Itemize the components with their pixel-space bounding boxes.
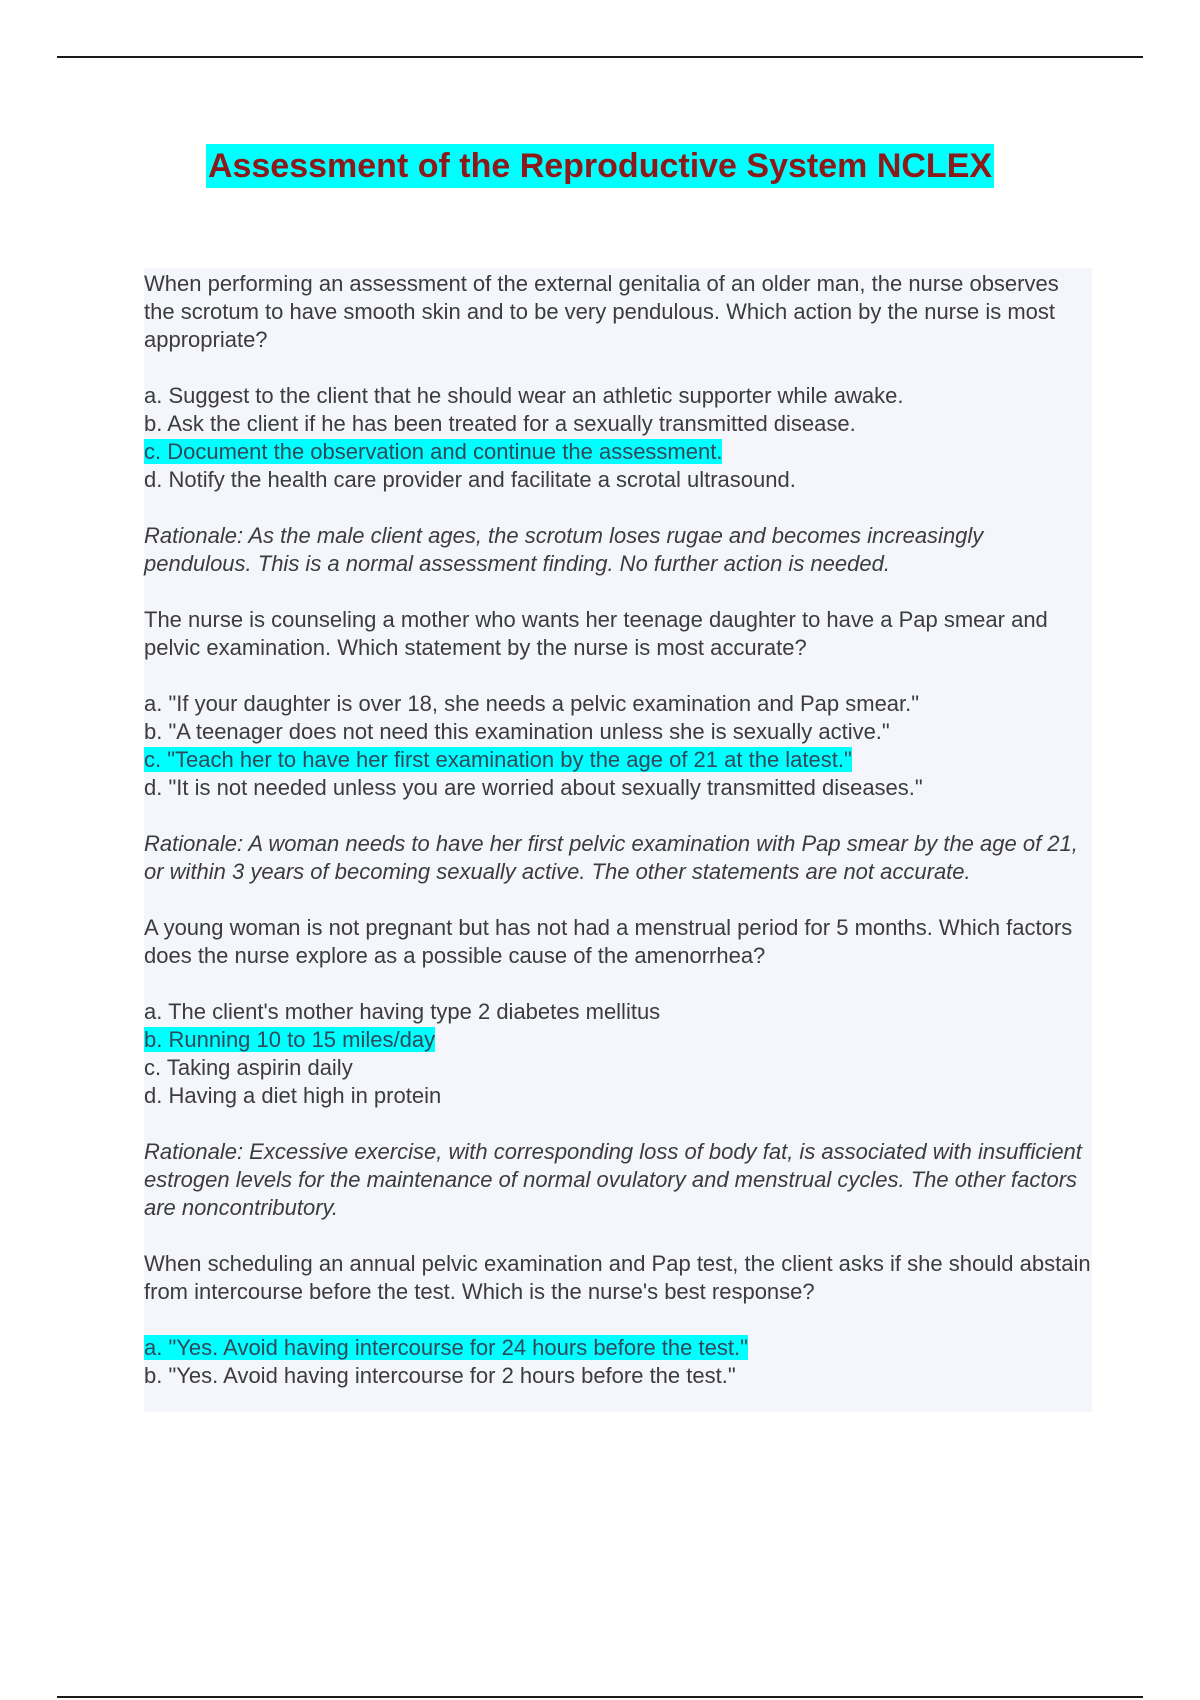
answer-option-text: c. Document the observation and continue the assessment. (144, 439, 723, 464)
answer-option (144, 718, 1092, 746)
answer-option (144, 1082, 1092, 1110)
answer-option (144, 774, 1092, 802)
rationale-text: Rationale: A woman needs to have her first pelvic examination with Pap smear by the age of 21, or within 3 years of becoming sexually active. The other statements are not accurate. (144, 831, 1078, 884)
answer-option-text: d. Having a diet high in protein (144, 1083, 442, 1108)
answer-option-text: a. "If your daughter is over 18, she needs a pelvic examination and Pap smear." (144, 691, 920, 716)
answer-option-text: a. "Yes. Avoid having intercourse for 24 hours before the test." (144, 1335, 748, 1360)
answer-option (144, 410, 1092, 438)
answer-option-text: a. Suggest to the client that he should wear an athletic supporter while awake. (144, 383, 904, 408)
answer-option (144, 466, 1092, 494)
answer-option-text: a. The client's mother having type 2 diabetes mellitus (144, 999, 661, 1024)
answer-option (144, 690, 1092, 718)
question-list (144, 268, 1092, 1390)
document-title: Assessment of the Reproductive System NCLEX (206, 144, 994, 188)
question-block (144, 606, 1092, 886)
answer-option (144, 1362, 1092, 1390)
bottom-rule (57, 1696, 1143, 1698)
question-block (144, 1250, 1092, 1390)
question-block (144, 270, 1092, 578)
answer-option (144, 998, 1092, 1026)
correct-answer-option (144, 1334, 1092, 1362)
top-rule (57, 56, 1143, 58)
answer-options (144, 1334, 1092, 1390)
question-text: When performing an assessment of the external genitalia of an older man, the nurse observes the scrotum to have smooth skin and to be very pendulous. Which action by the nurse is most appropriate? (144, 271, 1059, 352)
answer-option-text: c. Taking aspirin daily (144, 1055, 353, 1080)
title-container (0, 144, 1200, 188)
correct-answer-option (144, 1026, 1092, 1054)
correct-answer-option (144, 746, 1092, 774)
question-text: A young woman is not pregnant but has not had a menstrual period for 5 months. Which factors does the nurse explore as a possible cause of the amenorrhea? (144, 915, 1073, 968)
answer-option-text: b. "Yes. Avoid having intercourse for 2 hours before the test." (144, 1363, 736, 1388)
answer-options (144, 998, 1092, 1110)
rationale-text: Rationale: As the male client ages, the scrotum loses rugae and becomes increasingly pendulous. This is a normal assessment finding. No further action is needed. (144, 523, 984, 576)
question-text: The nurse is counseling a mother who wants her teenage daughter to have a Pap smear and pelvic examination. Which statement by the nurse is most accurate? (144, 607, 1048, 660)
answer-option-text: d. Notify the health care provider and facilitate a scrotal ultrasound. (144, 467, 796, 492)
answer-options (144, 382, 1092, 494)
correct-answer-option (144, 438, 1092, 466)
rationale-text: Rationale: Excessive exercise, with corresponding loss of body fat, is associated with insufficient estrogen levels for the maintenance of normal ovulatory and menstrual cycles. The other factors are noncontributory. (144, 1139, 1082, 1220)
answer-option-text: b. Ask the client if he has been treated for a sexually transmitted disease. (144, 411, 856, 436)
answer-options (144, 690, 1092, 802)
question-text: When scheduling an annual pelvic examination and Pap test, the client asks if she should abstain from intercourse before the test. Which is the nurse's best response? (144, 1251, 1091, 1304)
answer-option-text: b. Running 10 to 15 miles/day (144, 1027, 436, 1052)
content-panel (144, 268, 1092, 1412)
answer-option (144, 382, 1092, 410)
question-block (144, 914, 1092, 1222)
answer-option (144, 1054, 1092, 1082)
answer-option-text: b. "A teenager does not need this examination unless she is sexually active." (144, 719, 890, 744)
answer-option-text: d. "It is not needed unless you are worried about sexually transmitted diseases." (144, 775, 923, 800)
answer-option-text: c. "Teach her to have her first examination by the age of 21 at the latest." (144, 747, 852, 772)
